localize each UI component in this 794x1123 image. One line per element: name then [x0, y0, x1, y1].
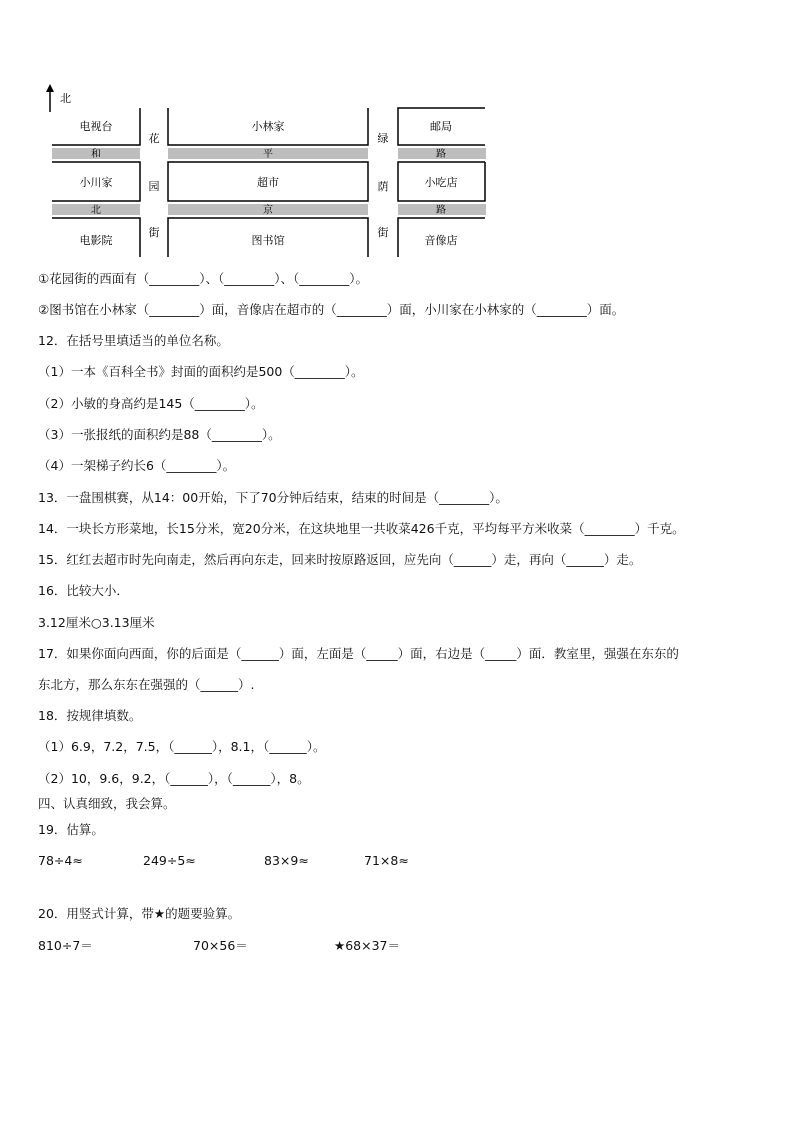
- estimate-4: 71×8≈: [364, 853, 409, 868]
- question-15: 15．红红去超市时先向南走，然后再向东走，回来时按原路返回，应先向（______）走，再向（______）走。: [38, 552, 642, 567]
- block-post-office: 邮局: [430, 120, 452, 133]
- question-19-title: 19．估算。: [38, 822, 104, 837]
- street-lvyin-1: 绿: [377, 132, 389, 145]
- block-snack-shop: 小吃店: [424, 176, 458, 189]
- question-map-1: ①花园街的西面有（________）、（________）、（________）。: [38, 271, 368, 286]
- question-12-2: （2）小敏的身高约是145（________）。: [38, 396, 264, 411]
- road-heping-1: 和: [91, 149, 101, 160]
- vertical-calc-1: 810÷7＝: [38, 938, 93, 953]
- question-12-4: （4）一架梯子约长6（________）。: [38, 458, 236, 473]
- estimate-3: 83×9≈: [264, 853, 309, 868]
- question-20-title: 20．用竖式计算，带★的题要验算。: [38, 906, 241, 921]
- block-cinema: 电影院: [79, 234, 113, 247]
- estimate-1: 78÷4≈: [38, 853, 83, 868]
- block-xiaolin-home: 小林家: [251, 120, 285, 133]
- question-18-2: （2）10，9.6，9.2，（______），（______），8。: [38, 771, 310, 786]
- street-huayuan-2: 园: [148, 180, 160, 193]
- road-heping-3: 路: [436, 149, 446, 160]
- estimate-2: 249÷5≈: [143, 853, 196, 868]
- block-supermarket: 超市: [257, 176, 279, 189]
- question-12-3: （3）一张报纸的面积约是88（________）。: [38, 427, 281, 442]
- street-huayuan-1: 花: [148, 132, 160, 145]
- question-17-line1: 17．如果你面向西面，你的后面是（______）面，左面是（_____）面，右边是（_____）面．教室里，强强在东东的: [38, 646, 679, 661]
- question-17-line2: 东北方，那么东东在强强的（______）.: [38, 677, 255, 692]
- road-heping-2: 平: [263, 149, 273, 160]
- question-16-compare: 3.12厘米○3.13厘米: [38, 615, 155, 630]
- block-tv-station: 电视台: [79, 120, 113, 133]
- block-music-store: 音像店: [424, 234, 458, 247]
- question-12-title: 12．在括号里填适当的单位名称。: [38, 333, 229, 348]
- question-map-2: ②图书馆在小林家（________）面，音像店在超市的（________）面，小川家在小林家的（________）面。: [38, 302, 625, 317]
- road-beijing-2: 京: [263, 205, 273, 216]
- street-huayuan-3: 街: [148, 226, 160, 239]
- vertical-calc-2: 70×56＝: [193, 938, 248, 953]
- block-xiaochuan-home: 小川家: [79, 176, 113, 189]
- question-18-1: （1）6.9，7.2，7.5，（______），8.1，（______）。: [38, 739, 326, 754]
- question-14: 14．一块长方形菜地，长15分米，宽20分米，在这块地里一共收菜426千克，平均每平方米收菜（________）千克。: [38, 521, 685, 536]
- block-library: 图书馆: [251, 234, 285, 247]
- question-18-title: 18．按规律填数。: [38, 708, 142, 723]
- question-12-1: （1）一本《百科全书》封面的面积约是500（________）。: [38, 364, 364, 379]
- question-16-title: 16．比较大小．: [38, 583, 129, 598]
- road-beijing-3: 路: [436, 205, 446, 216]
- street-lvyin-2: 荫: [377, 180, 389, 193]
- street-map: [40, 82, 490, 257]
- street-lvyin-3: 街: [377, 226, 389, 239]
- vertical-calc-3: ★68×37＝: [334, 938, 400, 953]
- road-beijing-1: 北: [91, 205, 101, 216]
- question-13: 13．一盘围棋赛，从14：00开始，下了70分钟后结束，结束的时间是（________）。: [38, 490, 508, 505]
- north-label: 北: [60, 92, 71, 105]
- north-arrow-icon: [46, 84, 54, 92]
- section-four-title: 四、认真细致，我会算。: [38, 796, 176, 811]
